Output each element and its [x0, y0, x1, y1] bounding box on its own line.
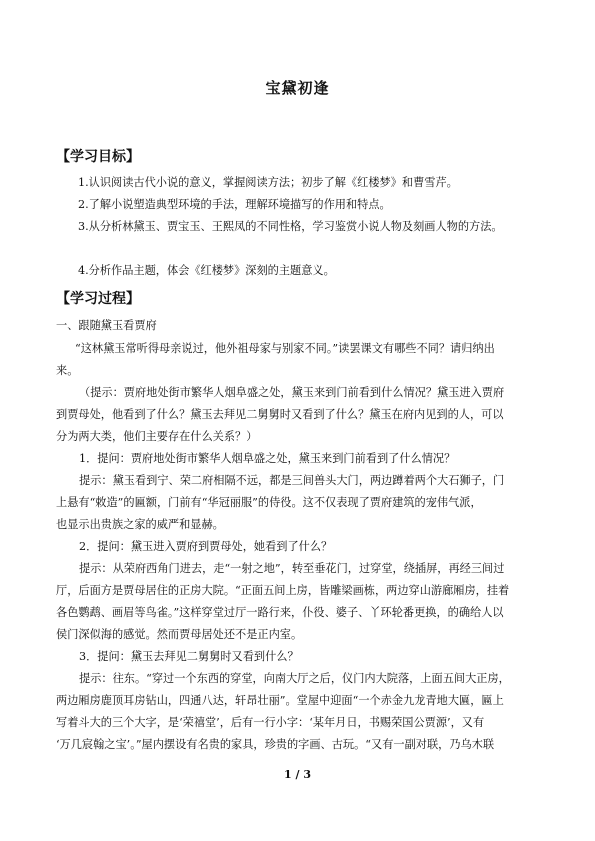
body-line: 各色鹦鹉、画眉等鸟雀。”这样穿堂过厅一路行来，仆役、婆子、丫环轮番更换，的确给人以 — [56, 606, 504, 619]
body-line: 两边厢房鹿顶耳房钻山，四通八达，轩昂壮丽”。堂屋中迎面“一个赤金九龙青地大匾，匾上 — [56, 694, 504, 707]
body-line: 分为两大类，他们主要存在什么关系？） — [56, 430, 258, 443]
body-line: 厅，后面方是贾母居住的正房大院。“正面五间上房，皆雕梁画栋，两边穿山游廊厢房，挂着 — [56, 584, 510, 597]
body-line: 提示：从荣府西角门进去，走“一射之地”，转至垂花门，过穿堂，绕插屏，再经三间过 — [79, 562, 505, 575]
body-line: （提示：贾府地处街市繁华人烟阜盛之处，黛玉来到门前看到什么情况？黛玉进入贾府 — [79, 386, 505, 399]
body-line: 3．提问：黛玉去拜见二舅舅时又看到什么？ — [79, 650, 299, 663]
body-line: ‘万几宸翰之宝’。”屋内摆设有名贵的家具，珍贵的字画、古玩。“又有一副对联，乃乌木联 — [56, 738, 495, 751]
goal-item: 3.从分析林黛玉、贾宝玉、王熙凤的不同性格，学习鉴赏小说人物及刻画人物的方法。 — [78, 220, 503, 233]
body-line: 提示：黛玉看到宁、荣二府相隔不远，都是三间兽头大门，两边蹲着两个大石狮子，门 — [79, 474, 505, 487]
goal-item: 2.了解小说塑造典型环境的手法，理解环境描写的作用和特点。 — [78, 198, 391, 211]
goal-item: 1.认识阅读古代小说的意义，掌握阅读方法；初步了解《红楼梦》和曹雪芹。 — [78, 176, 458, 189]
body-line: 2．提问：黛玉进入贾府到贾母处，她看到了什么？ — [79, 540, 333, 553]
body-line: 上悬有“敕造”的匾额，门前有“华冠丽服”的侍役。这不仅表现了贾府建筑的宠伟气派， — [56, 496, 482, 509]
process-heading: 【学习过程】 — [56, 291, 140, 307]
page-number: 1 / 3 — [284, 768, 311, 781]
body-line: 1．提问：贾府地处街市繁华人烟阜盛之处，黛玉来到门前看到了什么情况？ — [79, 452, 456, 465]
body-line: 提示：往东。“穿过一个东西的穿堂，向南大厅之后，仪门内大院落，上面五间大正房， — [79, 672, 510, 685]
goal-item: 4.分析作品主题，体会《红楼梦》深刻的主题意义。 — [78, 264, 335, 277]
body-line: 侯门深似海的感觉。然而贾母居处还不是正内室。 — [56, 628, 303, 641]
body-line: 到贾母处，他看到了什么？黛玉去拜见二舅舅时又看到了什么？黛玉在府内见到的人，可以 — [56, 408, 504, 421]
body-line: 来。 — [56, 364, 79, 377]
goals-heading: 【学习目标】 — [56, 149, 140, 165]
section-heading: 一、跟随黛玉看贾府 — [56, 319, 157, 332]
page-title: 宝黛初逢 — [265, 79, 330, 97]
body-line: “这林黛玉常听得母亲说过，他外祖母家与别家不同。”读罢课文有哪些不同？请归纳出 — [75, 342, 495, 355]
body-line: 也显示出贵族之家的威严和显赫。 — [56, 518, 224, 531]
body-line: 写着斗大的三个大字，是‘荣禧堂’，后有一行小字：‘某年月日，书赐荣国公贾源’，又有 — [56, 716, 485, 729]
